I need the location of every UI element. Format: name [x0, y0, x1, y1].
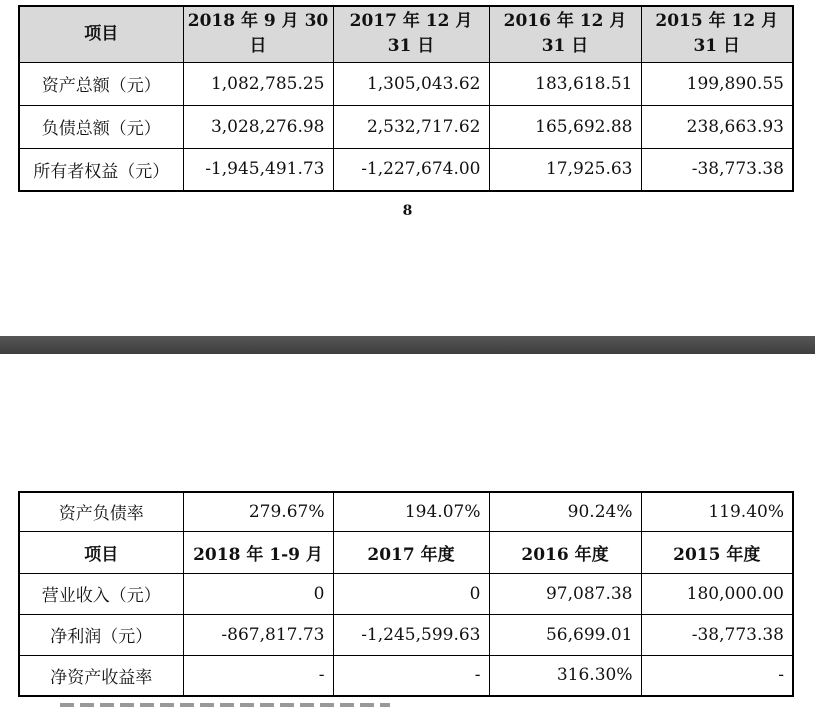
- table-header-row: [19, 531, 793, 573]
- row-label: 资产负债率: [19, 492, 183, 531]
- table-cell: -38,773.38: [641, 614, 793, 655]
- table-cell: 1,082,785.25: [183, 62, 333, 105]
- table-row: [19, 105, 793, 148]
- header-cell: 2018 年 1-9 月: [183, 531, 333, 573]
- table-row: [19, 573, 793, 614]
- table-cell: 183,618.51: [489, 62, 641, 105]
- table-cell: 1,305,043.62: [333, 62, 489, 105]
- table-cell: -: [183, 655, 333, 696]
- table-cell: 90.24%: [489, 492, 641, 531]
- table-row: [19, 62, 793, 105]
- table-cell: 194.07%: [333, 492, 489, 531]
- table-cell: -38,773.38: [641, 148, 793, 191]
- table-cell: 2,532,717.62: [333, 105, 489, 148]
- table-cell: 165,692.88: [489, 105, 641, 148]
- table-cell: 279.67%: [183, 492, 333, 531]
- table-cell: -: [641, 655, 793, 696]
- table-cell: 97,087.38: [489, 573, 641, 614]
- table-cell: 180,000.00: [641, 573, 793, 614]
- table-cell: 119.40%: [641, 492, 793, 531]
- table-cell: 238,663.93: [641, 105, 793, 148]
- table-cell: 3,028,276.98: [183, 105, 333, 148]
- header-cell: 2015 年度: [641, 531, 793, 573]
- table-row: [19, 148, 793, 191]
- table-row: [19, 655, 793, 696]
- cut-off-text-line: [60, 703, 390, 707]
- table-cell: -1,245,599.63: [333, 614, 489, 655]
- header-cell: 项目: [19, 6, 183, 62]
- table-cell: -867,817.73: [183, 614, 333, 655]
- table-cell: 199,890.55: [641, 62, 793, 105]
- income-table: [18, 491, 794, 697]
- header-cell: 2016 年度: [489, 531, 641, 573]
- row-label: 净利润（元）: [19, 614, 183, 655]
- balance-sheet-table: [18, 5, 794, 192]
- row-label: 负债总额（元）: [19, 105, 183, 148]
- table-cell: 0: [333, 573, 489, 614]
- page-divider: [0, 336, 815, 354]
- table-cell: 56,699.01: [489, 614, 641, 655]
- row-label: 净资产收益率: [19, 655, 183, 696]
- table-header-row: [19, 6, 793, 62]
- table-cell: -: [333, 655, 489, 696]
- header-cell: 项目: [19, 531, 183, 573]
- table-cell: 0: [183, 573, 333, 614]
- row-label: 所有者权益（元）: [19, 148, 183, 191]
- table-cell: -1,227,674.00: [333, 148, 489, 191]
- header-cell: 2016 年 12 月 31 日: [489, 6, 641, 62]
- header-cell: 2017 年度: [333, 531, 489, 573]
- header-cell: 2015 年 12 月 31 日: [641, 6, 793, 62]
- table-cell: -1,945,491.73: [183, 148, 333, 191]
- header-cell: 2017 年 12 月 31 日: [333, 6, 489, 62]
- table-row: [19, 492, 793, 531]
- header-cell: 2018 年 9 月 30 日: [183, 6, 333, 62]
- table-cell: 17,925.63: [489, 148, 641, 191]
- page-number: 8: [402, 203, 413, 219]
- row-label: 资产总额（元）: [19, 62, 183, 105]
- table-cell: 316.30%: [489, 655, 641, 696]
- row-label: 营业收入（元）: [19, 573, 183, 614]
- table-row: [19, 614, 793, 655]
